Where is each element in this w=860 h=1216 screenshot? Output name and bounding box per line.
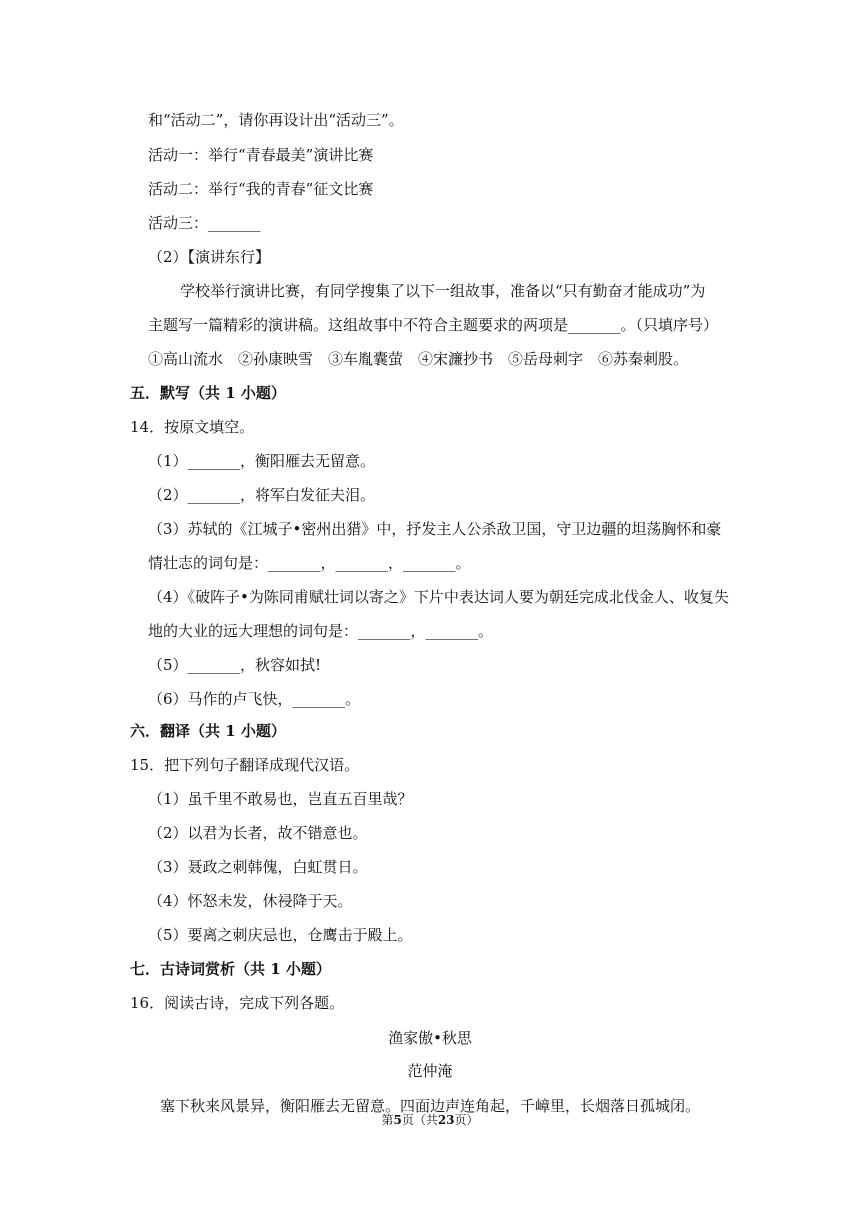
text-line: （1）虽千里不敢易也，岂直五百里哉？ bbox=[148, 790, 413, 808]
text-line: （2）以君为长者，故不错意也。 bbox=[148, 824, 368, 842]
text-line: 主题写一篇精彩的演讲稿。这组故事中不符合主题要求的两项是_______。（只填序号） bbox=[148, 316, 719, 334]
section-heading: 六．翻译（共 1 小题） bbox=[130, 722, 286, 740]
text-line: 和“活动二”，请你再设计出“活动三”。 bbox=[148, 111, 404, 129]
poem-line: 塞下秋来风景异，衡阳雁去无留意。四面边声连角起，千嶂里，长烟落日孤城闭。 bbox=[159, 1097, 700, 1115]
poem-title: 渔家傲•秋思 bbox=[388, 1029, 472, 1047]
text-line: （2）_______，将军白发征夫泪。 bbox=[148, 486, 376, 504]
footer-suffix: 页） bbox=[454, 1113, 479, 1127]
subquestion-title: （2）【演讲东行】 bbox=[148, 248, 271, 266]
poem-author: 范仲淹 bbox=[407, 1062, 453, 1080]
text-line: （4）《破阵子•为陈同甫赋壮词以寄之》下片中表达词人要为朝廷完成北伐金人、收复失 bbox=[148, 588, 729, 606]
text-line: （3）聂政之刺韩傀，白虹贯日。 bbox=[148, 858, 368, 876]
text-line: 活动一：举行“青春最美”演讲比赛 bbox=[148, 146, 374, 164]
footer-mid: 页（共 bbox=[401, 1113, 438, 1127]
page-number: 5 bbox=[393, 1113, 402, 1127]
options-line: ①高山流水 ②孙康映雪 ③车胤囊萤 ④宋濂抄书 ⑤岳母刺字 ⑥苏秦刺股。 bbox=[148, 350, 689, 368]
text-line: （4）怀怒未发，休祲降于天。 bbox=[148, 892, 353, 910]
text-line: 学校举行演讲比赛，有同学搜集了以下一组故事，准备以“只有勤奋才能成功”为 bbox=[180, 282, 706, 300]
text-line: 地的大业的远大理想的词句是：_______，_______。 bbox=[148, 622, 494, 640]
text-line: （6）马作的卢飞快，_______。 bbox=[148, 690, 361, 708]
text-line: （1）_______，衡阳雁去无留意。 bbox=[148, 452, 376, 470]
text-line: 活动二：举行“我的青春”征文比赛 bbox=[148, 180, 374, 198]
text-line: 活动三：_______ bbox=[148, 214, 261, 232]
question-title: 16．阅读古诗，完成下列各题。 bbox=[130, 994, 345, 1012]
question-title: 14．按原文填空。 bbox=[130, 418, 255, 436]
page-footer bbox=[0, 1112, 860, 1128]
section-heading: 五．默写（共 1 小题） bbox=[130, 384, 286, 402]
footer-prefix: 第 bbox=[381, 1113, 394, 1127]
text-line: （5）_______，秋容如拭! bbox=[148, 656, 322, 674]
text-line: 情壮志的词句是：_______，_______，_______。 bbox=[148, 554, 471, 572]
text-line: （3）苏轼的《江城子•密州出猎》中，抒发主人公杀敌卫国，守卫边疆的坦荡胸怀和豪 bbox=[148, 520, 722, 538]
text-line: （5）要离之刺庆忌也，仓鹰击于殿上。 bbox=[148, 926, 413, 944]
question-title: 15．把下列句子翻译成现代汉语。 bbox=[130, 756, 360, 774]
page-total: 23 bbox=[437, 1113, 455, 1127]
section-heading: 七．古诗词赏析（共 1 小题） bbox=[130, 960, 331, 978]
